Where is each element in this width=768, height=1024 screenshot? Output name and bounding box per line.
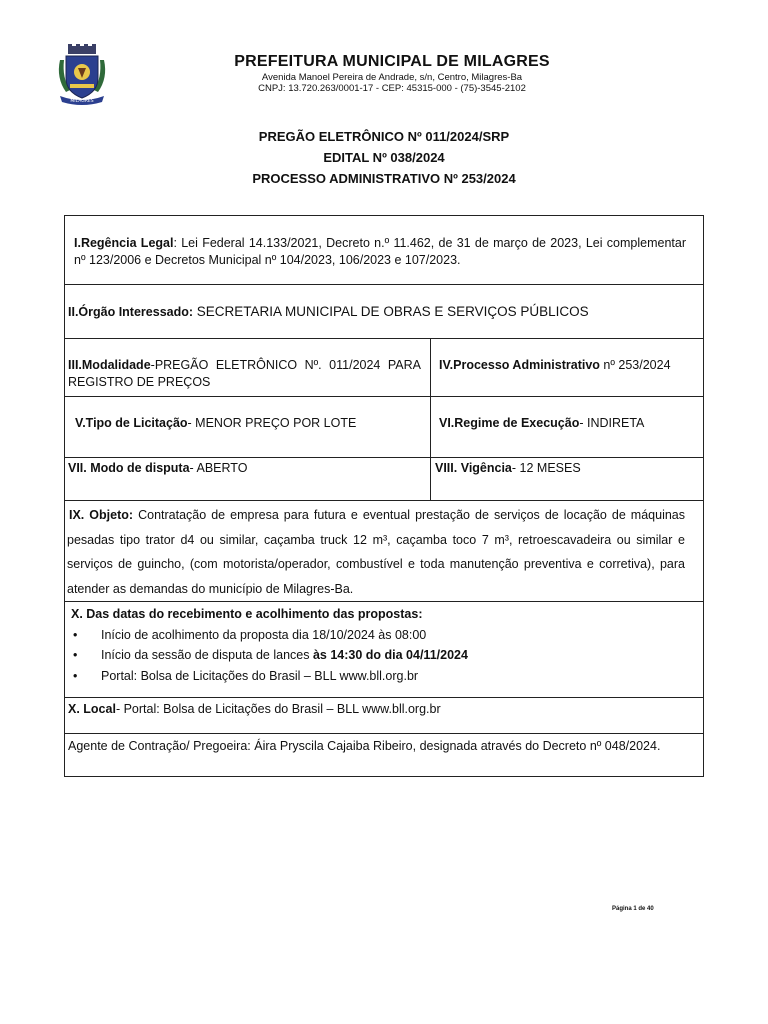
regencia-cell — [74, 216, 686, 284]
municipality-title: PREFEITURA MUNICIPAL DE MILAGRES — [234, 53, 550, 70]
regencia-text: : Lei Federal 14.133/2021, Decreto n.º 11.462, de 31 de março de 2023, Lei complementar nº 123/2006 e Decretos Municipal nº 104/2023, 106/2023 e 107/2023. — [74, 236, 686, 267]
tipo-text: - MENOR PREÇO POR LOTE — [187, 416, 357, 430]
processo-adm-text: nº 253/2024 — [599, 358, 671, 372]
local-label: X. Local — [68, 702, 116, 716]
regime-label: VI.Regime de Execução — [439, 416, 580, 430]
datas-item-portal: • Portal: Bolsa de Licitações do Brasil – BLL www.bll.org.br — [71, 666, 693, 687]
tipo-cell — [75, 397, 421, 458]
processo-adm-label: IV.Processo Administrativo — [439, 358, 600, 372]
row-tipo — [65, 396, 703, 458]
modo-label: VII. Modo de disputa — [68, 461, 190, 475]
row-modo — [65, 457, 703, 501]
orgao-cell — [68, 285, 693, 339]
tipo-label: V.Tipo de Licitação — [75, 416, 188, 430]
objeto-cell — [67, 501, 685, 602]
local-text: - Portal: Bolsa de Licitações do Brasil – BLL www.bll.org.br — [115, 702, 441, 716]
local-cell — [68, 698, 693, 734]
modo-text: - ABERTO — [189, 461, 248, 475]
row-local — [65, 697, 703, 734]
orgao-label: II.Órgão Interessado: — [68, 305, 194, 319]
objeto-text: Contratação de empresa para futura e eventual prestação de serviços de locação de máquinas pesadas tipo trator d4 ou similar, caçamba truck 12 m³, caçamba toco 7 m³, retroescavadeira ou similar e serviços de guincho, (com motorista/operador, combustível e toda manutenção preventiva e corretiva), para atender as demandas do município de Milagres-Ba. — [67, 508, 686, 596]
datas-cell — [71, 602, 693, 698]
row-objeto — [65, 500, 703, 602]
modalidade-label: III.Modalidade — [68, 358, 151, 372]
edital-title: EDITAL Nº 038/2024 — [323, 150, 445, 165]
regencia-label: I.Regência Legal — [74, 236, 174, 250]
summary-table — [64, 215, 704, 777]
pregao-title: PREGÃO ELETRÔNICO Nº 011/2024/SRP — [258, 129, 510, 144]
row-datas — [65, 601, 703, 698]
crest-ribbon-text: MILAGRES — [70, 99, 94, 104]
processo-adm-cell — [430, 339, 703, 397]
regime-cell — [430, 397, 703, 458]
page-number: Página 1 de 40 — [612, 906, 654, 912]
processo-title: PROCESSO ADMINISTRATIVO Nº 253/2024 — [252, 171, 516, 186]
municipality-address: Avenida Manoel Pereira de Andrade, s/n, Centro, Milagres-Ba — [261, 72, 523, 83]
letterhead — [216, 52, 568, 94]
row-regencia — [65, 216, 703, 284]
objeto-label: IX. Objeto: — [69, 508, 134, 522]
row-agente — [65, 733, 703, 776]
row-orgao — [65, 284, 703, 339]
vigencia-cell — [430, 458, 703, 501]
modo-cell — [68, 458, 421, 501]
orgao-text: SECRETARIA MUNICIPAL DE OBRAS E SERVIÇOS PÚBLICOS — [193, 304, 589, 319]
datas-item-acolhimento: • Início de acolhimento da proposta dia 18/10/2024 às 08:00 — [71, 625, 693, 646]
document-titles — [0, 126, 768, 189]
regime-text: - INDIRETA — [579, 416, 645, 430]
agente-cell — [68, 734, 703, 776]
vigencia-text: - 12 MESES — [511, 461, 581, 475]
agente-text: Agente de Contração/ Pregoeira: Áira Pryscila Cajaiba Ribeiro, designada através do Decreto nº 048/2024. — [68, 739, 661, 753]
modalidade-cell — [68, 339, 421, 397]
datas-label: X. Das datas do recebimento e acolhimento das propostas: — [71, 607, 423, 621]
datas-item-sessao: • Início da sessão de disputa de lances às 14:30 do dia 04/11/2024 — [71, 645, 693, 666]
row-modalidade — [65, 338, 703, 397]
municipality-cnpj: CNPJ: 13.720.263/0001-17 - CEP: 45315-000 - (75)-3545-2102 — [258, 83, 526, 94]
municipal-crest-icon — [56, 44, 108, 106]
vigencia-label: VIII. Vigência — [435, 461, 512, 475]
modalidade-text: -PREGÃO ELETRÔNICO Nº. 011/2024 PARA REGISTRO DE PREÇOS — [68, 358, 421, 389]
